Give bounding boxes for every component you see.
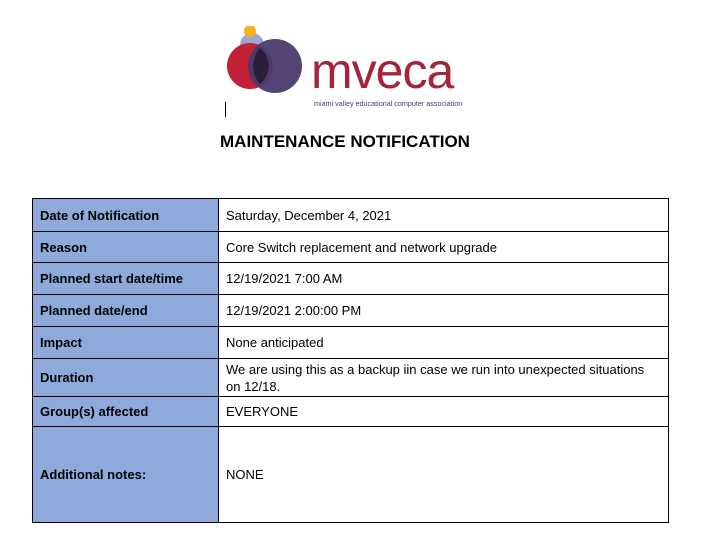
table-row — [33, 397, 669, 427]
table-row — [33, 427, 669, 523]
table-row — [33, 359, 669, 397]
table-row — [33, 199, 669, 232]
row-label: Additional notes: — [33, 427, 219, 523]
row-value: We are using this as a backup iin case we run into unexpected situations on 12/18. — [219, 359, 669, 397]
mveca-logo — [222, 26, 484, 116]
logo-circles-icon — [222, 26, 312, 116]
row-value: 12/19/2021 7:00 AM — [219, 263, 669, 295]
row-value: None anticipated — [219, 327, 669, 359]
text-cursor — [225, 102, 226, 117]
row-label: Group(s) affected — [33, 397, 219, 427]
logo-tagline: miami valley educational computer association — [314, 99, 463, 108]
notification-table — [32, 198, 669, 523]
table-row — [33, 232, 669, 263]
row-value: Saturday, December 4, 2021 — [219, 199, 669, 232]
row-label: Reason — [33, 232, 219, 263]
row-label: Planned start date/time — [33, 263, 219, 295]
row-label: Duration — [33, 359, 219, 397]
row-label: Date of Notification — [33, 199, 219, 232]
table-row — [33, 263, 669, 295]
row-label: Planned date/end — [33, 295, 219, 327]
logo-wordmark: mveca — [311, 43, 454, 99]
row-value: 12/19/2021 2:00:00 PM — [219, 295, 669, 327]
row-value: NONE — [219, 427, 669, 523]
table-row — [33, 327, 669, 359]
row-value: Core Switch replacement and network upgrade — [219, 232, 669, 263]
row-value: EVERYONE — [219, 397, 669, 427]
page-title: MAINTENANCE NOTIFICATION — [220, 132, 470, 151]
table-row — [33, 295, 669, 327]
row-label: Impact — [33, 327, 219, 359]
